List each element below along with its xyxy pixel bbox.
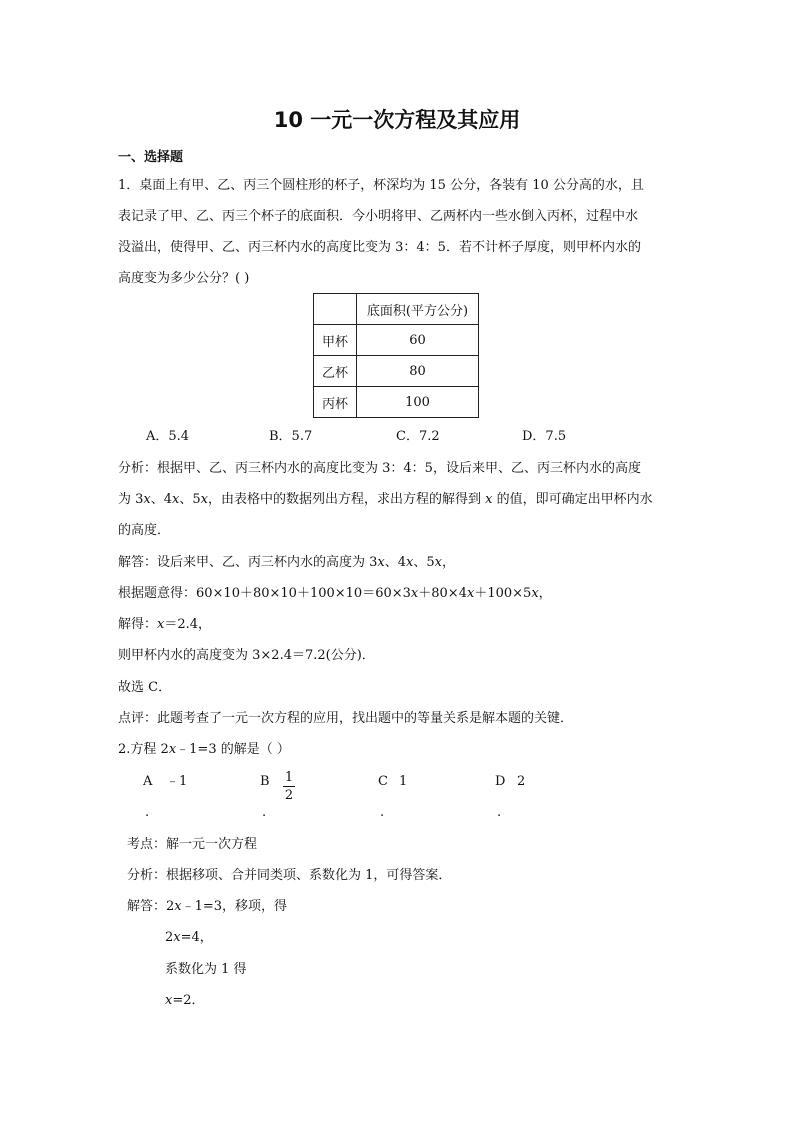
- option-dot: .: [145, 805, 150, 820]
- q2-step-3: [165, 993, 205, 1009]
- q1-option-a: A．5.4: [146, 429, 190, 444]
- table-corner-cell: [314, 294, 357, 325]
- table-row: [314, 325, 479, 356]
- text-fragment: 、5: [413, 555, 435, 570]
- q1-choice-line: 故选 C．: [118, 680, 172, 695]
- option-dot: .: [497, 805, 502, 820]
- q1-option-b: B．5.7: [269, 429, 313, 444]
- variable-x: x: [174, 899, 182, 914]
- q2-option-d-value: 2: [517, 774, 526, 789]
- base-area-table: [313, 293, 479, 418]
- text-fragment: 、4: [384, 555, 407, 570]
- option-dot: .: [262, 805, 267, 820]
- text-fragment: 、5: [179, 492, 201, 507]
- table-cell-value: 100: [357, 387, 479, 418]
- q2-option-d-letter: D: [495, 774, 506, 789]
- table-cell-value: 60: [357, 325, 479, 356]
- text-fragment: =4，: [180, 930, 213, 945]
- text-fragment: ，: [442, 555, 456, 570]
- fraction-denominator: 2: [284, 788, 294, 803]
- q1-result-line: 则甲杯内水的高度变为 3×2.4＝7.2(公分)．: [118, 648, 375, 663]
- text-fragment: 解答：2: [127, 899, 175, 914]
- q2-point-line: 考点：解一元一次方程: [127, 837, 258, 852]
- variable-x: x: [143, 492, 151, 507]
- variable-x: x: [172, 492, 180, 507]
- q1-line-4: 高度变为多少公分？( ): [118, 271, 250, 286]
- q1-line-3: 没溢出，使得甲、乙、丙三杯内水的高度比变为 3：4：5．若不计杯子厚度，则甲杯内水的: [118, 240, 641, 255]
- variable-x: x: [200, 492, 208, 507]
- q1-solution-line: [118, 617, 211, 633]
- table-row: [314, 356, 479, 387]
- text-fragment: ，: [538, 586, 552, 601]
- table-row: [314, 387, 479, 418]
- text-fragment: 解得：: [118, 617, 158, 632]
- q1-analysis-line-2: [118, 492, 653, 508]
- fraction-numerator: 1: [284, 770, 294, 785]
- text-fragment: 2: [165, 930, 174, 945]
- text-fragment: 2.方程 2: [118, 742, 169, 757]
- q2-stem: [118, 742, 290, 758]
- variable-x: x: [165, 993, 173, 1008]
- q1-comment-line: 点评：此题考查了一元一次方程的应用，找出题中的等量关系是解本题的关键．: [118, 711, 574, 726]
- option-dot: .: [380, 805, 385, 820]
- section-heading: 一、选择题: [118, 150, 184, 165]
- variable-x: x: [485, 492, 493, 507]
- q2-option-c-letter: C: [378, 774, 388, 789]
- variable-x: x: [157, 617, 165, 632]
- q2-analysis-line: 分析：根据移项、合并同类项、系数化为 1，可得答案．: [127, 868, 452, 883]
- q1-line-2: 表记录了甲、乙、丙三个杯子的底面积．今小明将甲、乙两杯内一些水倒入丙杯，过程中水: [118, 209, 639, 224]
- table-row-label: 丙杯: [314, 387, 357, 418]
- table-cell-value: 80: [357, 356, 479, 387]
- q2-option-a-value: ﹣1: [166, 774, 188, 789]
- variable-x: x: [410, 586, 419, 601]
- text-fragment: ＋80×4: [418, 586, 467, 601]
- page-title: 10 一元一次方程及其应用: [273, 108, 521, 132]
- q2-step-2: 系数化为 1 得: [165, 962, 247, 977]
- q2-step-1: [165, 930, 213, 946]
- q2-option-c-value: 1: [399, 774, 408, 789]
- text-fragment: 、4: [150, 492, 173, 507]
- q2-option-b-letter: B: [260, 774, 270, 789]
- fraction-bar: [283, 786, 295, 787]
- q1-option-c: C．7.2: [396, 429, 440, 444]
- text-fragment: ＝2.4，: [164, 617, 212, 632]
- q2-option-b-fraction: [283, 770, 295, 803]
- q2-option-a-letter: A: [143, 774, 153, 789]
- q1-analysis-line-1: 分析：根据甲、乙、丙三杯内水的高度比变为 3：4：5，设后来甲、乙、丙三杯内水的高度: [118, 461, 641, 476]
- variable-x: x: [466, 586, 475, 601]
- q1-equation-line: [118, 586, 552, 602]
- table-header-cell: 底面积(平方公分): [357, 294, 479, 325]
- variable-x: x: [173, 930, 181, 945]
- q1-answer-line: [118, 555, 455, 571]
- q1-analysis-line-3: 的高度．: [118, 523, 171, 538]
- variable-x: x: [434, 555, 442, 570]
- text-fragment: ，由表格中的数据列出方程，求出方程的解得到: [208, 492, 482, 507]
- q1-line-1: 1．桌面上有甲、乙、丙三个圆柱形的杯子，杯深均为 15 公分，各装有 10 公分高的水，且: [118, 178, 644, 193]
- text-fragment: 解答：设后来甲、乙、丙三杯内水的高度为 3: [118, 555, 378, 570]
- text-fragment: ﹣1=3，移项，得: [181, 899, 288, 914]
- text-fragment: ﹣1=3 的解是（ ）: [176, 742, 290, 757]
- text-fragment: =2．: [172, 993, 205, 1008]
- variable-x: x: [406, 555, 414, 570]
- variable-x: x: [531, 586, 539, 601]
- table-row: [314, 294, 479, 325]
- text-fragment: 的值，即可确定出甲杯内水: [496, 492, 653, 507]
- q2-answer-line: [127, 899, 287, 915]
- variable-x: x: [168, 742, 177, 757]
- text-fragment: 为 3: [118, 492, 144, 507]
- table-row-label: 甲杯: [314, 325, 357, 356]
- text-fragment: ＋100×5: [474, 586, 532, 601]
- q1-option-d: D．7.5: [522, 429, 567, 444]
- text-fragment: 根据题意得：60×10＋80×10＋100×10＝60×3: [118, 586, 411, 601]
- table-row-label: 乙杯: [314, 356, 357, 387]
- variable-x: x: [377, 555, 385, 570]
